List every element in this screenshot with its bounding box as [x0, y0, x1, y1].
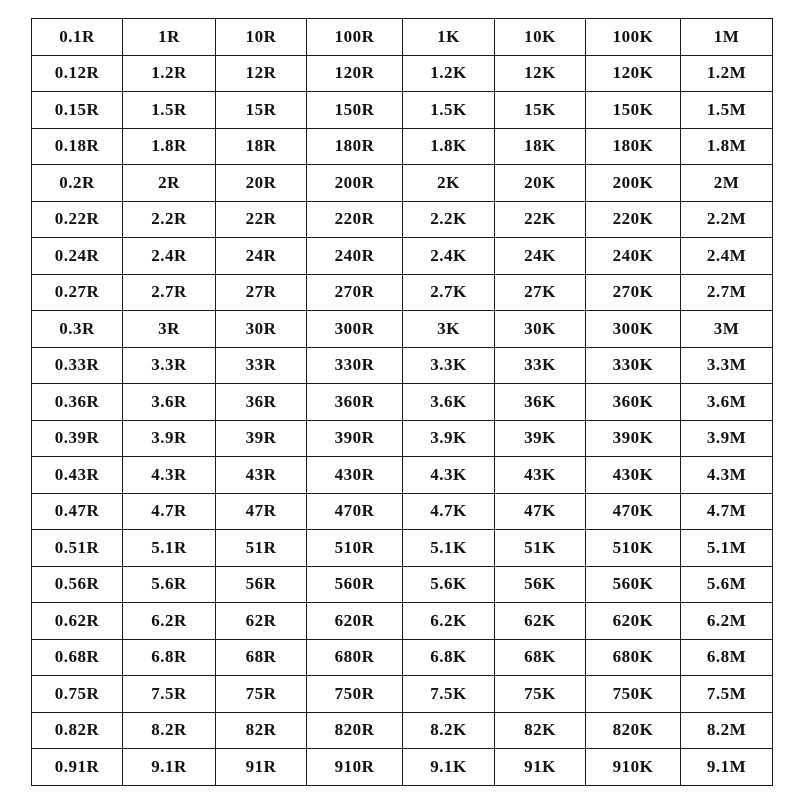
table-row — [32, 749, 773, 786]
resistance-value-cell: 1M — [681, 19, 773, 56]
resistance-value-cell: 100K — [586, 19, 681, 56]
resistance-value-cell: 5.1K — [403, 530, 495, 567]
resistance-value-cell: 27K — [495, 274, 586, 311]
resistance-value-cell: 2.2K — [403, 201, 495, 238]
resistance-value-cell: 3.9K — [403, 420, 495, 457]
resistance-value-cell: 1.2K — [403, 55, 495, 92]
resistance-value-cell: 56K — [495, 566, 586, 603]
resistance-value-cell: 910R — [307, 749, 403, 786]
resistance-value-cell: 5.6K — [403, 566, 495, 603]
table-row — [32, 19, 773, 56]
resistance-value-cell: 560R — [307, 566, 403, 603]
resistance-value-cell: 5.1M — [681, 530, 773, 567]
resistance-value-cell: 680K — [586, 639, 681, 676]
resistance-value-cell: 7.5M — [681, 676, 773, 713]
resistance-value-cell: 82R — [216, 712, 307, 749]
resistance-value-cell: 4.7R — [123, 493, 216, 530]
resistance-value-cell: 510K — [586, 530, 681, 567]
resistance-value-cell: 51K — [495, 530, 586, 567]
resistance-value-cell: 220K — [586, 201, 681, 238]
table-row — [32, 530, 773, 567]
resistance-value-cell: 200R — [307, 165, 403, 202]
resistance-value-cell: 10R — [216, 19, 307, 56]
table-row — [32, 165, 773, 202]
table-row — [32, 128, 773, 165]
resistance-value-cell: 330K — [586, 347, 681, 384]
resistance-value-cell: 75R — [216, 676, 307, 713]
resistance-value-cell: 68K — [495, 639, 586, 676]
resistance-value-cell: 18R — [216, 128, 307, 165]
resistor-values-table-container — [31, 18, 772, 785]
table-row — [32, 347, 773, 384]
resistance-value-cell: 5.6M — [681, 566, 773, 603]
resistance-value-cell: 2.4M — [681, 238, 773, 275]
resistance-value-cell: 6.8K — [403, 639, 495, 676]
resistance-value-cell: 120R — [307, 55, 403, 92]
resistance-value-cell: 180K — [586, 128, 681, 165]
resistance-value-cell: 47R — [216, 493, 307, 530]
table-body — [32, 19, 773, 786]
resistance-value-cell: 0.18R — [32, 128, 123, 165]
resistance-value-cell: 18K — [495, 128, 586, 165]
resistance-value-cell: 3.3M — [681, 347, 773, 384]
resistance-value-cell: 3R — [123, 311, 216, 348]
resistance-value-cell: 2.7R — [123, 274, 216, 311]
resistance-value-cell: 750R — [307, 676, 403, 713]
resistance-value-cell: 510R — [307, 530, 403, 567]
resistance-value-cell: 75K — [495, 676, 586, 713]
resistance-value-cell: 10K — [495, 19, 586, 56]
table-row — [32, 311, 773, 348]
resistance-value-cell: 5.1R — [123, 530, 216, 567]
resistance-value-cell: 430K — [586, 457, 681, 494]
resistance-value-cell: 220R — [307, 201, 403, 238]
resistance-value-cell: 3M — [681, 311, 773, 348]
resistance-value-cell: 820R — [307, 712, 403, 749]
resistance-value-cell: 4.3R — [123, 457, 216, 494]
resistance-value-cell: 24K — [495, 238, 586, 275]
resistance-value-cell: 180R — [307, 128, 403, 165]
resistance-value-cell: 33K — [495, 347, 586, 384]
resistance-value-cell: 20K — [495, 165, 586, 202]
resistance-value-cell: 36K — [495, 384, 586, 421]
resistance-value-cell: 15K — [495, 92, 586, 129]
resistance-value-cell: 12K — [495, 55, 586, 92]
resistance-value-cell: 62K — [495, 603, 586, 640]
resistance-value-cell: 680R — [307, 639, 403, 676]
resistance-value-cell: 0.27R — [32, 274, 123, 311]
resistance-value-cell: 200K — [586, 165, 681, 202]
resistance-value-cell: 1.8M — [681, 128, 773, 165]
resistance-value-cell: 270R — [307, 274, 403, 311]
resistance-value-cell: 0.51R — [32, 530, 123, 567]
resistance-value-cell: 39R — [216, 420, 307, 457]
resistance-value-cell: 2.7M — [681, 274, 773, 311]
resistance-value-cell: 0.68R — [32, 639, 123, 676]
resistance-value-cell: 1.5K — [403, 92, 495, 129]
resistance-value-cell: 91R — [216, 749, 307, 786]
resistance-value-cell: 1.5R — [123, 92, 216, 129]
resistance-value-cell: 3.6K — [403, 384, 495, 421]
resistance-value-cell: 6.2M — [681, 603, 773, 640]
resistance-value-cell: 9.1R — [123, 749, 216, 786]
resistance-value-cell: 100R — [307, 19, 403, 56]
resistance-value-cell: 6.8M — [681, 639, 773, 676]
resistance-value-cell: 360K — [586, 384, 681, 421]
resistance-value-cell: 120K — [586, 55, 681, 92]
resistance-value-cell: 1R — [123, 19, 216, 56]
resistance-value-cell: 0.2R — [32, 165, 123, 202]
resistance-value-cell: 270K — [586, 274, 681, 311]
resistance-value-cell: 0.43R — [32, 457, 123, 494]
resistance-value-cell: 3.9R — [123, 420, 216, 457]
resistance-value-cell: 0.24R — [32, 238, 123, 275]
resistance-value-cell: 4.3K — [403, 457, 495, 494]
table-row — [32, 201, 773, 238]
table-row — [32, 55, 773, 92]
resistance-value-cell: 150K — [586, 92, 681, 129]
resistance-value-cell: 6.2R — [123, 603, 216, 640]
resistance-value-cell: 43K — [495, 457, 586, 494]
resistance-value-cell: 0.3R — [32, 311, 123, 348]
table-row — [32, 92, 773, 129]
resistance-value-cell: 2.2M — [681, 201, 773, 238]
resistance-value-cell: 36R — [216, 384, 307, 421]
resistance-value-cell: 390K — [586, 420, 681, 457]
resistance-value-cell: 2.4R — [123, 238, 216, 275]
resistance-value-cell: 2.2R — [123, 201, 216, 238]
resistance-value-cell: 0.47R — [32, 493, 123, 530]
resistance-value-cell: 470R — [307, 493, 403, 530]
resistance-value-cell: 8.2K — [403, 712, 495, 749]
resistance-value-cell: 2K — [403, 165, 495, 202]
resistance-value-cell: 33R — [216, 347, 307, 384]
resistance-value-cell: 300K — [586, 311, 681, 348]
resistance-value-cell: 15R — [216, 92, 307, 129]
resistance-value-cell: 3.3R — [123, 347, 216, 384]
resistance-value-cell: 9.1M — [681, 749, 773, 786]
table-row — [32, 420, 773, 457]
resistance-value-cell: 27R — [216, 274, 307, 311]
resistance-value-cell: 0.56R — [32, 566, 123, 603]
resistance-value-cell: 750K — [586, 676, 681, 713]
table-row — [32, 457, 773, 494]
resistor-values-table — [31, 18, 773, 786]
resistance-value-cell: 62R — [216, 603, 307, 640]
resistance-value-cell: 0.39R — [32, 420, 123, 457]
resistance-value-cell: 7.5R — [123, 676, 216, 713]
resistance-value-cell: 2R — [123, 165, 216, 202]
resistance-value-cell: 0.33R — [32, 347, 123, 384]
resistance-value-cell: 300R — [307, 311, 403, 348]
resistance-value-cell: 82K — [495, 712, 586, 749]
resistance-value-cell: 240R — [307, 238, 403, 275]
resistance-value-cell: 240K — [586, 238, 681, 275]
resistance-value-cell: 8.2R — [123, 712, 216, 749]
resistance-value-cell: 7.5K — [403, 676, 495, 713]
resistance-value-cell: 0.91R — [32, 749, 123, 786]
resistance-value-cell: 3.6M — [681, 384, 773, 421]
resistance-value-cell: 150R — [307, 92, 403, 129]
resistance-value-cell: 430R — [307, 457, 403, 494]
resistance-value-cell: 12R — [216, 55, 307, 92]
resistance-value-cell: 1.8R — [123, 128, 216, 165]
resistance-value-cell: 2.7K — [403, 274, 495, 311]
resistance-value-cell: 0.82R — [32, 712, 123, 749]
resistance-value-cell: 620K — [586, 603, 681, 640]
resistance-value-cell: 1.2M — [681, 55, 773, 92]
resistance-value-cell: 0.22R — [32, 201, 123, 238]
resistance-value-cell: 0.15R — [32, 92, 123, 129]
resistance-value-cell: 560K — [586, 566, 681, 603]
resistance-value-cell: 9.1K — [403, 749, 495, 786]
resistance-value-cell: 0.62R — [32, 603, 123, 640]
resistance-value-cell: 470K — [586, 493, 681, 530]
resistance-value-cell: 20R — [216, 165, 307, 202]
resistance-value-cell: 390R — [307, 420, 403, 457]
resistance-value-cell: 91K — [495, 749, 586, 786]
resistance-value-cell: 330R — [307, 347, 403, 384]
resistance-value-cell: 1K — [403, 19, 495, 56]
table-row — [32, 238, 773, 275]
resistance-value-cell: 24R — [216, 238, 307, 275]
resistance-value-cell: 43R — [216, 457, 307, 494]
resistance-value-cell: 6.8R — [123, 639, 216, 676]
resistance-value-cell: 360R — [307, 384, 403, 421]
resistance-value-cell: 30K — [495, 311, 586, 348]
resistance-value-cell: 2.4K — [403, 238, 495, 275]
resistance-value-cell: 1.2R — [123, 55, 216, 92]
resistance-value-cell: 22R — [216, 201, 307, 238]
table-row — [32, 639, 773, 676]
resistance-value-cell: 22K — [495, 201, 586, 238]
resistance-value-cell: 3.9M — [681, 420, 773, 457]
resistance-value-cell: 620R — [307, 603, 403, 640]
resistance-value-cell: 0.1R — [32, 19, 123, 56]
table-row — [32, 676, 773, 713]
resistance-value-cell: 3.3K — [403, 347, 495, 384]
table-row — [32, 384, 773, 421]
resistance-value-cell: 820K — [586, 712, 681, 749]
resistance-value-cell: 68R — [216, 639, 307, 676]
resistance-value-cell: 1.8K — [403, 128, 495, 165]
table-row — [32, 274, 773, 311]
resistance-value-cell: 56R — [216, 566, 307, 603]
resistance-value-cell: 5.6R — [123, 566, 216, 603]
resistance-value-cell: 3.6R — [123, 384, 216, 421]
resistance-value-cell: 0.12R — [32, 55, 123, 92]
resistance-value-cell: 0.75R — [32, 676, 123, 713]
resistance-value-cell: 4.3M — [681, 457, 773, 494]
resistance-value-cell: 8.2M — [681, 712, 773, 749]
resistance-value-cell: 3K — [403, 311, 495, 348]
resistance-value-cell: 47K — [495, 493, 586, 530]
resistance-value-cell: 4.7K — [403, 493, 495, 530]
table-row — [32, 493, 773, 530]
resistance-value-cell: 2M — [681, 165, 773, 202]
table-row — [32, 603, 773, 640]
resistance-value-cell: 39K — [495, 420, 586, 457]
resistance-value-cell: 910K — [586, 749, 681, 786]
resistance-value-cell: 1.5M — [681, 92, 773, 129]
resistance-value-cell: 51R — [216, 530, 307, 567]
resistance-value-cell: 6.2K — [403, 603, 495, 640]
table-row — [32, 712, 773, 749]
resistance-value-cell: 30R — [216, 311, 307, 348]
table-row — [32, 566, 773, 603]
resistance-value-cell: 4.7M — [681, 493, 773, 530]
resistance-value-cell: 0.36R — [32, 384, 123, 421]
